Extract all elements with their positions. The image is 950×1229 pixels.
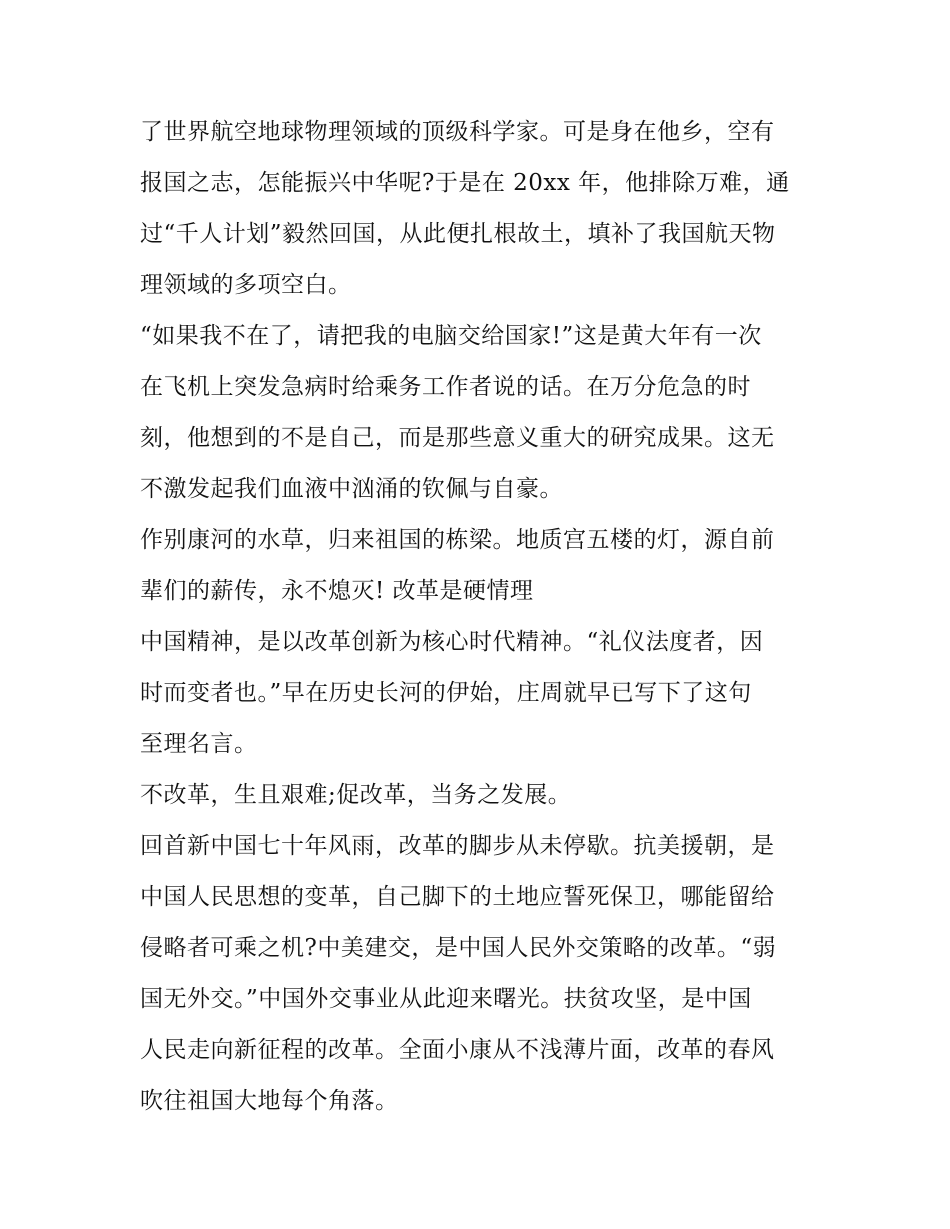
text-line: 侵略者可乘之机?中美建交，是中国人民外交策略的改革。“弱 xyxy=(140,935,777,961)
text-line: 刻，他想到的不是自己，而是那些意义重大的研究成果。这无 xyxy=(140,425,775,451)
text-line: 理领域的多项空白。 xyxy=(140,272,352,298)
text-line: 过“千人计划”毅然回国，从此便扎根故土，填补了我国航天物 xyxy=(140,221,776,247)
text-line: 不激发起我们血液中汹涌的钦佩与自豪。 xyxy=(140,476,563,502)
text-line: 作别康河的水草，归来祖国的栋梁。地质宫五楼的灯，源自前 xyxy=(140,527,775,553)
text-line: 在飞机上突发急病时给乘务工作者说的话。在万分危急的时 xyxy=(140,374,751,400)
text-line: 回首新中国七十年风雨，改革的脚步从未停歇。抗美援朝，是 xyxy=(140,833,775,859)
text-line: 吹往祖国大地每个角落。 xyxy=(140,1088,399,1114)
text-line: 报国之志，怎能振兴中华呢?于是在 20xx 年，他排除万难，通 xyxy=(140,170,790,196)
text-line: 国无外交。”中国外交事业从此迎来曙光。扶贫攻坚，是中国 xyxy=(140,986,752,1012)
text-line: 人民走向新征程的改革。全面小康从不浅薄片面，改革的春风 xyxy=(140,1037,775,1063)
text-line: 不改革，生且艰难;促改革，当务之发展。 xyxy=(140,782,572,808)
body-text xyxy=(140,107,830,1127)
text-line: 了世界航空地球物理领域的顶级科学家。可是身在他乡，空有 xyxy=(140,119,775,145)
text-line: 时而变者也。”早在历史长河的伊始，庄周就早已写下了这句 xyxy=(140,680,752,706)
text-line: “如果我不在了，请把我的电脑交给国家!”这是黄大年有一次 xyxy=(140,323,762,349)
text-line: 至理名言。 xyxy=(140,731,258,757)
text-line: 中国人民思想的变革，自己脚下的土地应誓死保卫，哪能留给 xyxy=(140,884,775,910)
text-line: 中国精神，是以改革创新为核心时代精神。“礼仪法度者，因 xyxy=(140,629,764,655)
text-line: 辈们的薪传，永不熄灭! 改革是硬情理 xyxy=(140,578,534,604)
